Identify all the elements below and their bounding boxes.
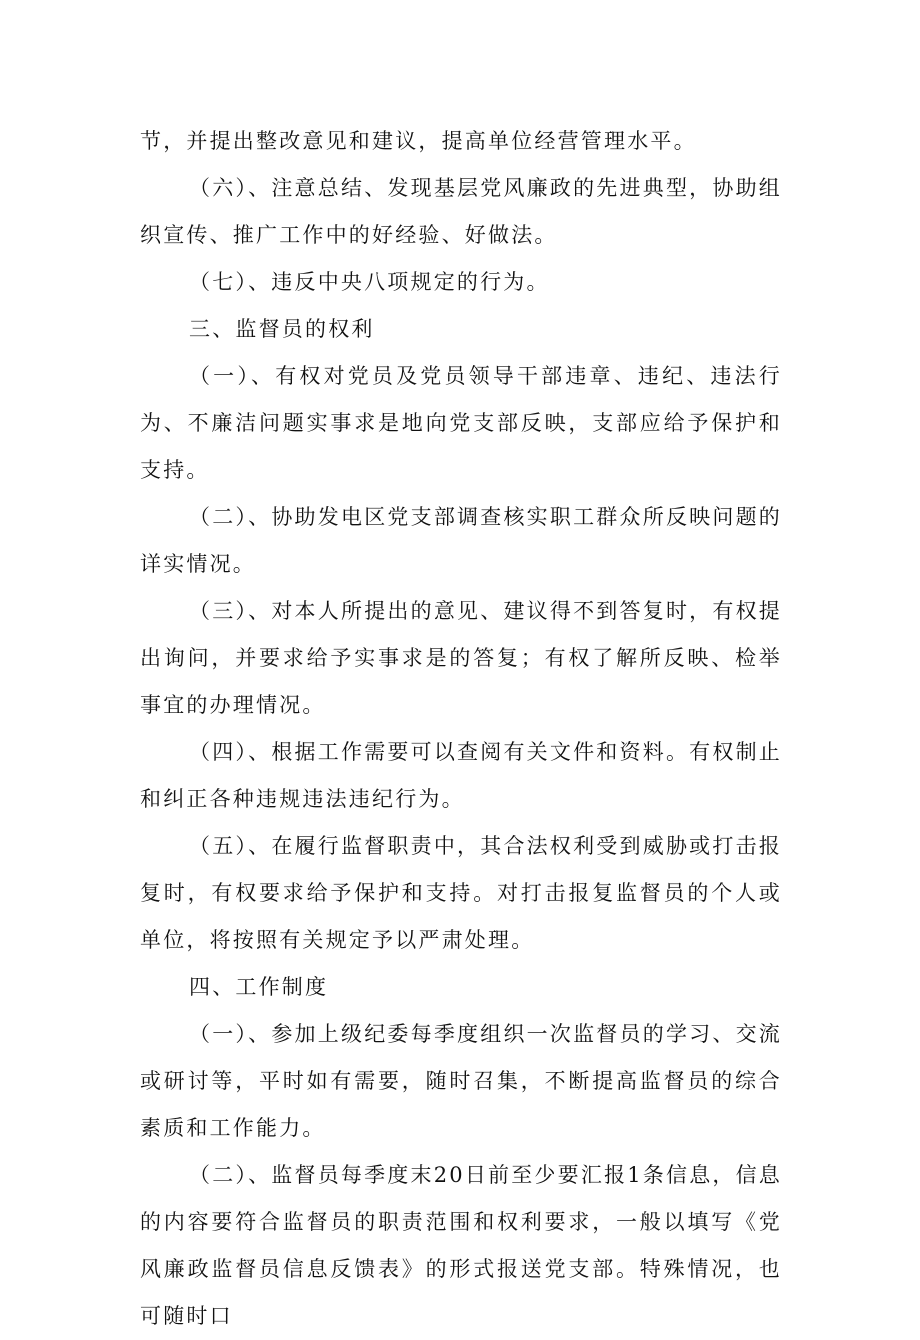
paragraph-rights-5: （五）、在履行监督职责中，其合法权利受到威胁或打击报复时，有权要求给予保护和支持。对打击报复监督员的个人或单位，将按照有关规定予以严肃处理。 <box>140 834 782 952</box>
paragraph-continuation: 节，并提出整改意见和建议，提高单位经营管理水平。 <box>140 129 697 153</box>
section-heading-work-rules: 四、工作制度 <box>189 975 329 999</box>
paragraph-rights-1: （一）、有权对党员及党员领导干部违章、违纪、违法行为、不廉洁问题实事求是地向党支部反映，支部应给予保护和支持。 <box>140 364 782 482</box>
document-body <box>140 118 782 1340</box>
paragraph-rights-3: （三）、对本人所提出的意见、建议得不到答复时，有权提出询问，并要求给予实事求是的答复；有权了解所反映、检举事宜的办理情况。 <box>140 599 782 717</box>
paragraph-item-7: （七）、违反中央八项规定的行为。 <box>189 270 550 294</box>
paragraph-rules-2: （二）、监督员每季度末20日前至少要汇报1条信息，信息的内容要符合监督员的职责范围和权利要求，一般以填写《党风廉政监督员信息反馈表》的形式报送党支部。特殊情况，也可随时口 <box>140 1163 782 1328</box>
section-heading-rights: 三、监督员的权利 <box>189 317 375 341</box>
paragraph-rights-2: （二）、协助发电区党支部调查核实职工群众所反映问题的详实情况。 <box>140 505 782 576</box>
paragraph-rights-4: （四）、根据工作需要可以查阅有关文件和资料。有权制止和纠正各种违规违法违纪行为。 <box>140 740 782 811</box>
paragraph-item-6: （六）、注意总结、发现基层党风廉政的先进典型，协助组织宣传、推广工作中的好经验、好做法。 <box>140 176 782 247</box>
paragraph-rules-1: （一）、参加上级纪委每季度组织一次监督员的学习、交流或研讨等，平时如有需要，随时召集，不断提高监督员的综合素质和工作能力。 <box>140 1022 782 1140</box>
